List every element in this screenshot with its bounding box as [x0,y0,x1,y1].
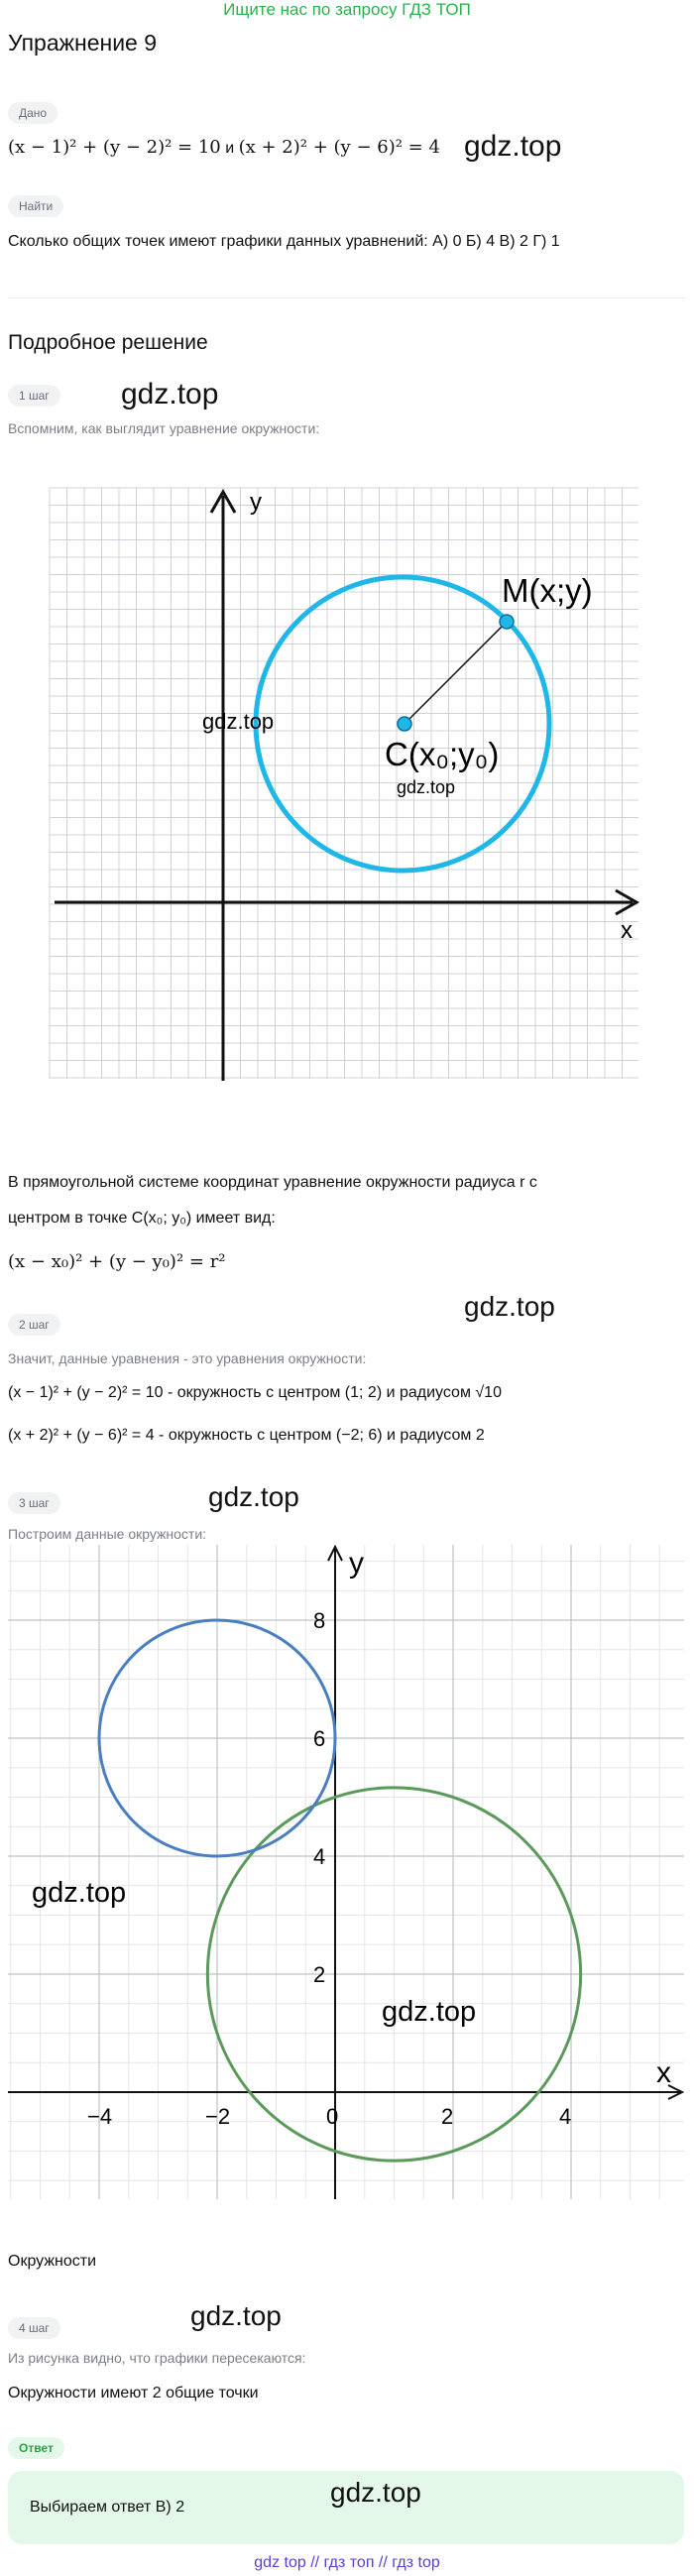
watermark: gdz.top [330,2477,421,2508]
graph-ticks [87,1608,571,2129]
graph-axes [8,1547,682,2199]
given-conj: и [225,140,235,157]
point-m [500,615,514,629]
watermark: gdz.top [208,1481,299,1512]
find-question: Сколько общих точек имеют графики данных уравнений: А) 0 Б) 4 В) 2 Г) 1 [8,233,560,250]
footer-links[interactable]: gdz top // гдз топ // гдз top [254,2554,440,2571]
divider [8,297,686,298]
graph-circles [99,1620,581,2161]
watermark: gdz.top [190,2300,282,2331]
point-c-label: C(x₀;y₀) [385,736,500,772]
x-tick-label: −2 [205,2104,231,2129]
step1-tag: 1 шаг [8,385,60,407]
x-tick-label: 2 [441,2104,454,2129]
y-tick-label: 4 [313,1844,326,1869]
page-title: Упражнение 9 [8,30,158,56]
x-tick-label: −4 [87,2104,113,2129]
x-tick-label: 4 [559,2104,572,2129]
step3-caption: Окружности [8,2253,97,2270]
graph-minor-grid [8,1545,684,2199]
y-tick-label: 8 [313,1608,326,1633]
circle-formula: (x − x₀)² + (y − y₀)² = r² [8,1251,226,1272]
center-point [398,717,411,731]
find-tag: Найти [8,195,63,217]
solution-title: Подробное решение [8,331,208,354]
step4-tag: 4 шаг [8,2317,60,2339]
answer-text: Выбираем ответ В) 2 [30,2499,185,2516]
graph-y-label: y [349,1547,364,1580]
given-equations [8,137,440,158]
given-tag: Дано [8,102,58,124]
step1-explain-line2: центром в точке C(x₀; y₀) имеет вид: [8,1210,276,1227]
step4-conclusion: Окружности имеют 2 общие точки [8,2385,259,2401]
step3-text: Построим данные окружности: [8,1526,207,1542]
watermark: gdz.top [464,130,562,163]
radius-line [405,622,507,724]
graph-x-label: x [656,2056,671,2089]
watermark: gdz.top [32,1877,127,1909]
y-axis-label: y [250,489,262,516]
circles-graph [8,1545,684,2199]
step2-line2: (x + 2)² + (y − 6)² = 4 - окружность с центром (−2; 6) и радиусом 2 [8,1427,485,1444]
watermark: gdz.top [382,1996,477,2028]
watermark: gdz.top [121,378,219,410]
circle-equation-figure [48,486,642,1081]
top-banner-link[interactable]: Ищите нас по запросу ГДЗ ТОП [223,0,471,19]
step2-text: Значит, данные уравнения - это уравнения окружности: [8,1350,367,1366]
point-m-label: M(x;y) [502,572,593,609]
step2-line1: (x − 1)² + (y − 2)² = 10 - окружность с центром (1; 2) и радиусом √10 [8,1384,502,1401]
watermark: gdz.top [464,1291,555,1322]
step2-tag: 2 шаг [8,1314,60,1336]
y-tick-label: 6 [313,1726,326,1751]
x-axis-label: x [621,917,633,944]
step4-text: Из рисунка видно, что графики пересекаются: [8,2350,306,2366]
step1-explain-line1: В прямоугольной системе координат уравнение окружности радиуса r с [8,1174,537,1191]
x-tick-label: 0 [326,2104,339,2129]
answer-tag: Ответ [8,2437,64,2459]
given-eq2: (x + 2)² + (y − 6)² = 4 [238,137,440,158]
watermark-small: gdz.top [397,777,456,797]
step3-tag: 3 шаг [8,1492,60,1514]
given-eq1: (x − 1)² + (y − 2)² = 10 [8,137,221,158]
y-tick-label: 2 [313,1962,326,1987]
step1-text: Вспомним, как выглядит уравнение окружности: [8,420,320,436]
graph-major-grid [8,1545,684,2199]
watermark: gdz.top [202,709,275,734]
